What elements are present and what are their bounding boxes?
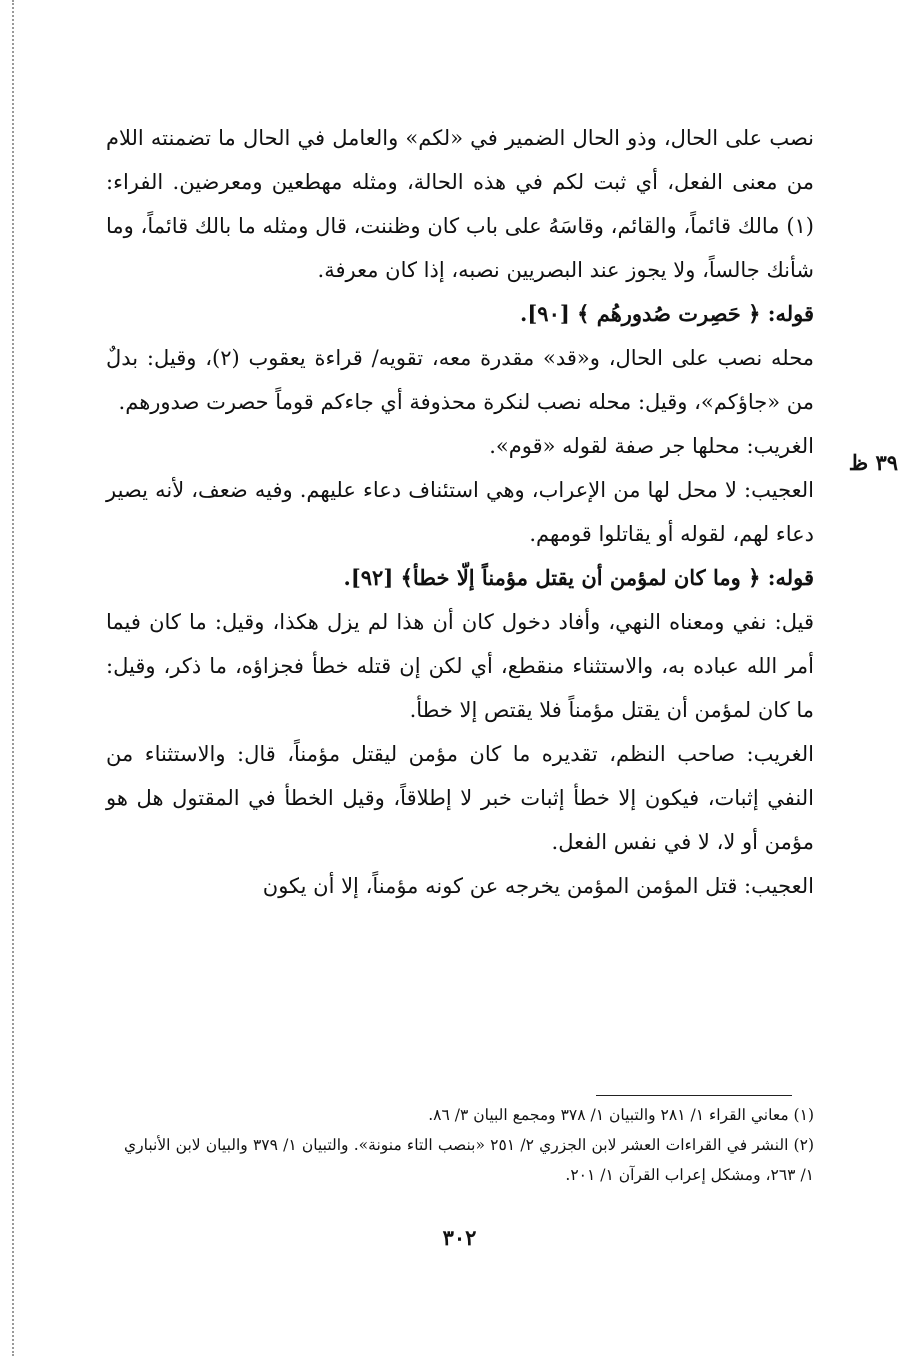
binding-edge	[12, 0, 14, 1356]
paragraph-5: قيل: نفي ومعناه النهي، وأفاد دخول كان أن هذا لم يزل هكذا، وقيل: ما كان فيما أمر الله عباده به، والاستثناء منقطع، أي لكن إن قتله خطأ فجزاؤه، ما ذكر، وقيل: ما كان لمؤمن أن يقتل مؤمناً فلا يقتص إلا خطأ.	[106, 610, 814, 722]
verse-quote-1: قوله: ﴿ حَصِرت صُدورهُم ﴾ [٩٠].	[520, 301, 814, 326]
footnote-2: (٢) النشر في القراءات العشر لابن الجزري ٢/ ٢٥١ «بنصب التاء منونة». والتبيان ١/ ٣٧٩ والبيان لابن الأنباري ١/ ٢٦٣، ومشكل إعراب القرآن ١/ ٢٠١.	[124, 1136, 814, 1184]
verse-quote-2: قوله: ﴿ وما كان لمؤمن أن يقتل مؤمناً إلّا خطأ﴾ [٩٢].	[343, 565, 814, 590]
margin-folio-note: ٣٩ ظ	[848, 450, 898, 475]
footnotes	[124, 1100, 814, 1190]
paragraph-4: العجيب: لا محل لها من الإعراب، وهي استئناف دعاء عليهم. وفيه ضعف، لأنه يصير دعاء لهم، لقوله أو يقاتلوا قومهم.	[106, 478, 814, 546]
footnote-1: (١) معاني القراء ١/ ٢٨١ والتبيان ١/ ٣٧٨ ومجمع البيان ٣/ ٨٦.	[428, 1106, 814, 1124]
paragraph-3: الغريب: محلها جر صفة لقوله «قوم».	[489, 434, 814, 458]
page-number: ٣٠٢	[442, 1225, 477, 1250]
footnote-separator	[596, 1095, 792, 1096]
paragraph-6: الغريب: صاحب النظم، تقديره ما كان مؤمن ليقتل مؤمناً، قال: والاستثناء من النفي إثبات، فيكون إلا خطأ إثبات خبر لا إطلاقاً، وقيل الخطأ في المقتول هل هو مؤمن أو لا، لا في نفس الفعل.	[106, 742, 814, 854]
paragraph-7: العجيب: قتل المؤمن المؤمن يخرجه عن كونه مؤمناً، إلا أن يكون	[262, 874, 814, 898]
paragraph-1: نصب على الحال، وذو الحال الضمير في «لكم» والعامل في الحال ما تضمنته اللام من معنى الفعل، أي ثبت لكم في هذه الحالة، ومثله مهطعين ومعرضين. الفراء: (١) مالك قائماً، والقائم، وقاسَهُ على باب كان وظننت، قال ومثله ما بالك قائماً، وما شأنك جالساً، ولا يجوز عند البصريين نصبه، إذا كان معرفة.	[106, 126, 814, 282]
paragraph-2: محله نصب على الحال، و«قد» مقدرة معه، تقويه/ قراءة يعقوب (٢)، وقيل: بدلٌ من «جاؤكم»، وقيل: محله نصب لنكرة محذوفة أي جاءكم قوماً حصرت صدورهم.	[106, 346, 814, 414]
main-text	[106, 116, 814, 908]
